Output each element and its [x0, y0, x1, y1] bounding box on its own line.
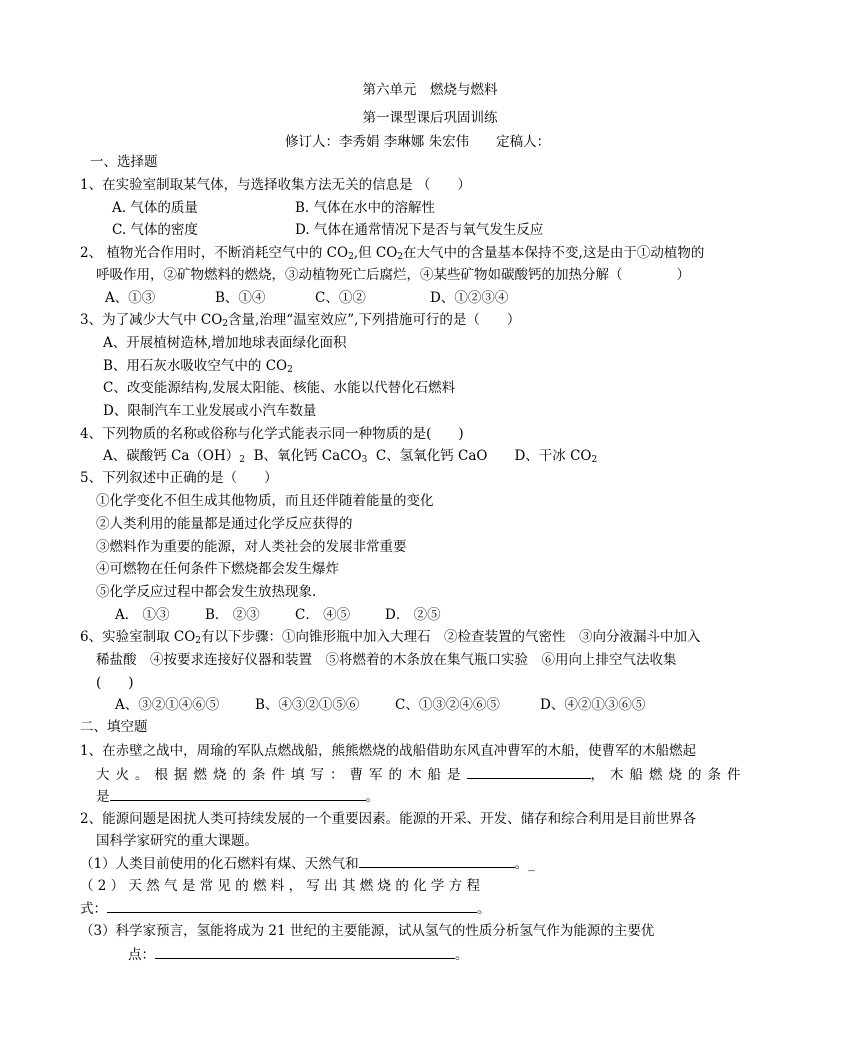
question-5-stem: 5、下列叙述中正确的是（ ）	[80, 470, 278, 486]
doc-authors: 修订人：李秀娟 李琳娜 朱宏伟 定稿人：	[285, 134, 551, 150]
fill-2-text: 2、能源问题是困扰人类可持续发展的一个重要因素。能源的开采、开发、储存和综合利用是目前世界各	[80, 811, 697, 827]
question-4-stem: 4、下列物质的名称或俗称与化学式能表示同一种物质的是( )	[80, 426, 464, 442]
question-2-stem: 2、 植物光合作用时，不断消耗空气中的 $CO_2$,但 $CO_2$在大气中的含量基本保持不变,这是由于①动植物的	[80, 245, 705, 262]
question-5-option-b: B． ②③	[205, 607, 260, 623]
question-2-option-d: D、①②③④	[430, 290, 509, 306]
question-5-option-a: A． ①③	[115, 607, 170, 623]
section-heading-fill: 二、填空题	[80, 719, 148, 735]
section-heading-choice: 一、选择题	[90, 154, 158, 170]
question-2-option-c: C、①②	[315, 290, 366, 306]
fill-1-text: 1、在赤壁之战中，周瑜的军队点燃战船，熊熊燃烧的战船借助东风直冲曹军的木船，使曹军的木船燃起	[80, 743, 697, 759]
fill-1-blank-1[interactable]	[467, 764, 591, 779]
question-5-statement-5: ⑤化学反应过程中都会发生放热现象.	[96, 584, 317, 600]
fill-2-text-cont: 国科学家研究的重大课题。	[96, 833, 258, 849]
question-3-option-a: A、开展植树造林,增加地球表面绿化面积	[103, 335, 347, 351]
fill-2-part-3-cont: 点： 。	[128, 944, 469, 965]
question-5-statement-1: ①化学变化不但生成其他物质，而且还伴随着能量的变化	[96, 493, 434, 509]
question-1-option-a: A. 气体的质量	[112, 200, 198, 216]
question-1-option-d: D. 气体在通常情况下是否与氧气发生反应	[295, 222, 544, 238]
question-3-option-c: C、改变能源结构,发展太阳能、核能、水能以代替化石燃料	[103, 380, 456, 396]
question-1-option-b: B. 气体在水中的溶解性	[295, 200, 436, 216]
fill-2-blank-3[interactable]	[155, 944, 455, 959]
fill-2-blank-2[interactable]	[107, 898, 477, 913]
doc-title: 第六单元 燃烧与燃料	[362, 82, 498, 98]
question-4-options: A、碳酸钙 $Ca(OH)_2$ B、氧化钙 CaCO$_3$ C、氢氧化钙 CaO D、干冰 $CO_2$	[103, 448, 598, 465]
fill-2-part-2: （ 2 ） 天 然 气 是 常 见 的 燃 料 ， 写 出 其 燃 烧 的 化 学 方 程	[80, 878, 480, 894]
fill-1-blank-2[interactable]	[110, 786, 366, 801]
fill-2-part-1: （1）人类目前使用的化石燃料有煤、天然气和 。_	[80, 853, 535, 874]
question-5-option-d: D． ②⑤	[385, 607, 441, 623]
question-1-option-c: C. 气体的密度	[112, 222, 198, 238]
question-3-option-d: D、限制汽车工业发展或小汽车数量	[103, 403, 317, 419]
fill-1-text-cont: 大火。根据燃烧的条件填写：曹军的木船是 ，木船燃烧的条件	[96, 764, 747, 785]
question-6-stem-cont: 稀盐酸 ④按要求连接好仪器和装置 ⑤将燃着的木条放在集气瓶口实验 ⑥用向上排空气法收集	[96, 652, 677, 668]
question-5-statement-4: ④可燃物在任何条件下燃烧都会发生爆炸	[96, 561, 339, 577]
question-3-option-b: B、用石灰水吸收空气中的 $CO_2$	[103, 358, 293, 375]
question-6-option-c: C、①③②④⑥⑤	[395, 697, 500, 713]
fill-2-blank-1[interactable]	[359, 853, 515, 868]
question-5-statement-3: ③燃料作为重要的能源，对人类社会的发展非常重要	[96, 539, 407, 555]
question-6-stem: 6、实验室制取 $CO_2$有以下步骤：①向锥形瓶中加入大理石 ②检查装置的气密性 ③向分液漏斗中加入	[80, 629, 701, 646]
question-2-option-b: B、①④	[215, 290, 266, 306]
question-5-statement-2: ②人类利用的能量都是通过化学反应获得的	[96, 516, 353, 532]
question-6-option-a: A、③②①④⑥⑤	[115, 697, 220, 713]
question-1-stem: 1、在实验室制取某气体，与选择收集方法无关的信息是 （ ）	[80, 177, 471, 193]
fill-1-text-end: 是 。	[96, 786, 379, 807]
question-6-option-b: B、④③②①⑤⑥	[255, 697, 360, 713]
fill-2-part-2-cont: 式： 。	[80, 898, 491, 919]
question-6-option-d: D、④②①③⑥⑤	[540, 697, 646, 713]
doc-subtitle: 第一课型课后巩固训练	[362, 110, 498, 126]
question-3-stem: 3、为了减少大气中 $CO_2$含量,治理“温室效应”,下列措施可行的是（ ）	[80, 312, 521, 329]
question-5-option-c: C． ④⑤	[295, 607, 351, 623]
question-6-answer-bracket: ( )	[96, 675, 134, 691]
question-2-stem-cont: 呼吸作用，②矿物燃料的燃烧，③动植物死亡后腐烂，④某些矿物如碳酸钙的加热分解（ ）	[96, 267, 690, 283]
question-2-option-a: A、①③	[105, 290, 156, 306]
fill-2-part-3: （3）科学家预言，氢能将成为 21 世纪的主要能源，试从氢气的性质分析氢气作为能源的主要优	[80, 923, 655, 939]
